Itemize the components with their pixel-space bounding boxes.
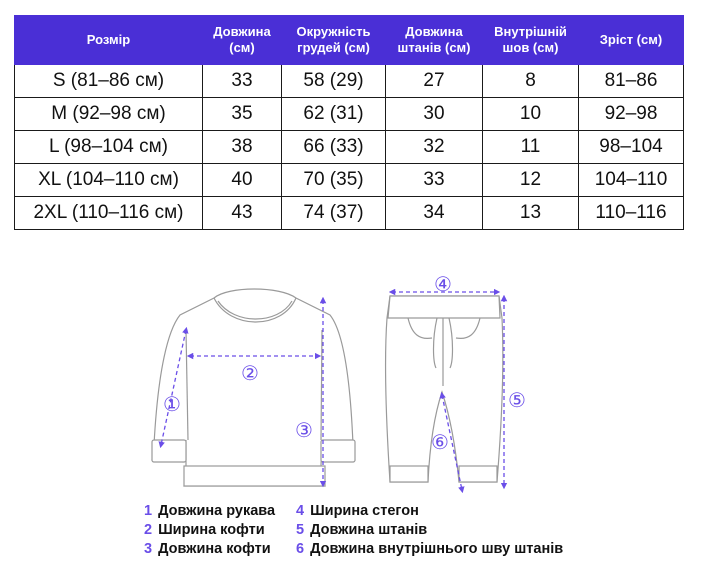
table-cell: 98–104 <box>579 131 684 164</box>
table-cell: 43 <box>203 197 282 230</box>
table-cell: 62 (31) <box>282 98 386 131</box>
marker-3: ③ <box>295 418 313 442</box>
header-inseam: Внутрішній шов (см) <box>483 16 579 65</box>
table-cell: 38 <box>203 131 282 164</box>
table-cell: 104–110 <box>579 164 684 197</box>
marker-4: ④ <box>434 272 452 296</box>
legend-column-right <box>296 502 563 559</box>
table-cell: 58 (29) <box>282 65 386 98</box>
table-cell: 110–116 <box>579 197 684 230</box>
header-height: Зріст (см) <box>579 16 684 65</box>
marker-1: ① <box>163 392 181 416</box>
table-cell: 11 <box>483 131 579 164</box>
marker-2: ② <box>241 361 259 385</box>
table-cell: 92–98 <box>579 98 684 131</box>
legend-item: 3 Довжина кофти <box>144 541 271 557</box>
header-pants-length: Довжина штанів (см) <box>386 16 483 65</box>
legend-item: 6 Довжина внутрішнього шву штанів <box>296 541 564 557</box>
pants-illustration <box>386 296 503 482</box>
marker-5: ⑤ <box>508 388 526 412</box>
table-cell: 33 <box>386 164 483 197</box>
table-cell: 74 (37) <box>282 197 386 230</box>
table-cell: 34 <box>386 197 483 230</box>
legend-column-left <box>144 502 275 559</box>
table-cell: M (92–98 см) <box>15 98 203 131</box>
table-cell: 27 <box>386 65 483 98</box>
table-cell: 12 <box>483 164 579 197</box>
table-cell: L (98–104 см) <box>15 131 203 164</box>
table-cell: 32 <box>386 131 483 164</box>
table-cell: 13 <box>483 197 579 230</box>
table-cell: 10 <box>483 98 579 131</box>
table-cell: XL (104–110 см) <box>15 164 203 197</box>
marker-6: ⑥ <box>431 430 449 454</box>
table-cell: 81–86 <box>579 65 684 98</box>
table-cell: 40 <box>203 164 282 197</box>
legend-item: 2 Ширина кофти <box>144 522 265 538</box>
table-cell: 8 <box>483 65 579 98</box>
legend-item: 4 Ширина стегон <box>296 503 419 519</box>
table-cell: 35 <box>203 98 282 131</box>
legend-item: 5 Довжина штанів <box>296 522 428 538</box>
header-size: Розмір <box>15 16 203 65</box>
table-cell: 30 <box>386 98 483 131</box>
sweatshirt-illustration <box>152 289 355 486</box>
legend-item: 1 Довжина рукава <box>144 503 276 519</box>
table-cell: 70 (35) <box>282 164 386 197</box>
table-cell: 2XL (110–116 см) <box>15 197 203 230</box>
header-length: Довжина (см) <box>203 16 282 65</box>
header-chest: Окружність грудей (см) <box>282 16 386 65</box>
table-cell: S (81–86 см) <box>15 65 203 98</box>
table-cell: 33 <box>203 65 282 98</box>
table-cell: 66 (33) <box>282 131 386 164</box>
